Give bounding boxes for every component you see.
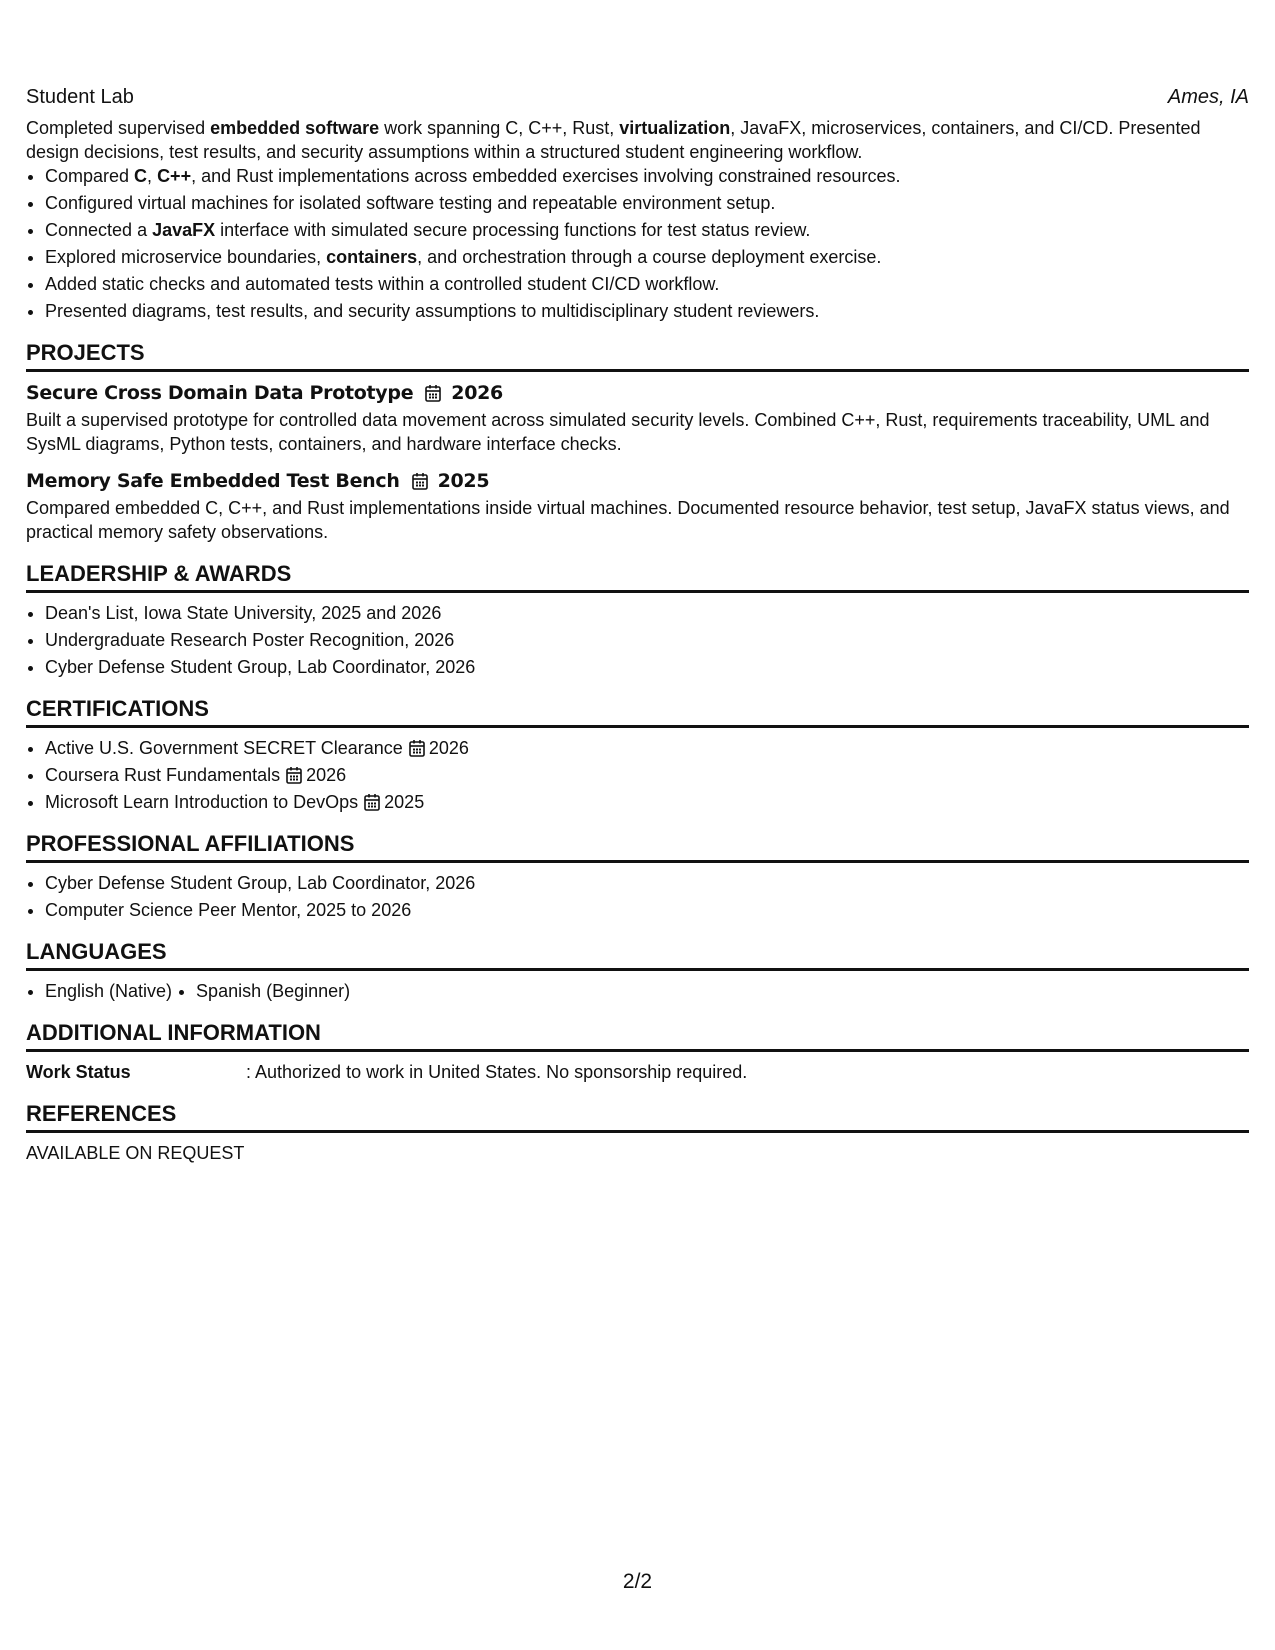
affiliations-list bbox=[26, 871, 1249, 922]
affiliation-item: • Computer Science Peer Mentor, 2025 to 2026 bbox=[45, 898, 1249, 922]
calendar-icon bbox=[425, 384, 441, 402]
certifications-list bbox=[26, 736, 1249, 814]
project-year: 2025 bbox=[437, 470, 490, 492]
experience-bullet: • Added static checks and automated tests within a controlled student CI/CD workflow. bbox=[45, 272, 1249, 296]
languages-list bbox=[26, 979, 1249, 1003]
project-description: Compared embedded C, C++, and Rust implementations inside virtual machines. Documented resource behavior, test setup, JavaFX status views, and practical memory safety observations. bbox=[26, 498, 1230, 542]
experience-bullets bbox=[26, 164, 1249, 323]
certification-year: 2026 bbox=[306, 765, 347, 785]
references-text: AVAILABLE ON REQUEST bbox=[26, 1143, 245, 1163]
certifications-heading: CERTIFICATIONS bbox=[26, 695, 1249, 728]
work-status-label: Work Status bbox=[26, 1062, 131, 1082]
certification-item bbox=[45, 736, 1249, 760]
language-item: • English (Native) bbox=[45, 979, 172, 1003]
certification-year: 2025 bbox=[384, 792, 425, 812]
experience-bullet: • Connected a JavaFX interface with simulated secure processing functions for test status review. bbox=[45, 218, 1249, 242]
project-year: 2026 bbox=[451, 382, 503, 404]
experience-bullet: • Explored microservice boundaries, containers, and orchestration through a course deployment exercise. bbox=[45, 245, 1249, 269]
project-description: Built a supervised prototype for controlled data movement across simulated security levels. Combined C++, Rust, requirements traceability, UML and SysML diagrams, Python tests, containers, and hardware interface checks. bbox=[26, 410, 1210, 454]
certification-item bbox=[45, 763, 1249, 787]
language-item: • Spanish (Beginner) bbox=[196, 979, 350, 1003]
work-status-row bbox=[26, 1060, 1249, 1084]
experience-bullet: • Compared C, C++, and Rust implementations across embedded exercises involving constrained resources. bbox=[45, 164, 1249, 188]
project-title-row bbox=[26, 468, 1249, 494]
calendar-icon bbox=[409, 739, 425, 757]
certification-year: 2026 bbox=[428, 738, 469, 758]
experience-location: Ames, IA bbox=[1167, 86, 1249, 108]
certification-name: Active U.S. Government SECRET Clearance bbox=[45, 738, 403, 758]
calendar-icon bbox=[286, 766, 302, 784]
calendar-icon bbox=[412, 472, 428, 490]
project-title: Secure Cross Domain Data Prototype bbox=[26, 382, 414, 404]
references-heading: REFERENCES bbox=[26, 1100, 1249, 1133]
experience-header bbox=[26, 84, 1249, 110]
award-item: • Undergraduate Research Poster Recognition, 2026 bbox=[45, 628, 1249, 652]
work-status-value: : Authorized to work in United States. No sponsorship required. bbox=[246, 1062, 748, 1082]
certification-name: Coursera Rust Fundamentals bbox=[45, 765, 281, 785]
projects-heading: PROJECTS bbox=[26, 339, 1249, 372]
experience-org: Student Lab bbox=[26, 86, 134, 108]
awards-heading: LEADERSHIP & AWARDS bbox=[26, 560, 1249, 593]
experience-bullet: • Configured virtual machines for isolated software testing and repeatable environment setup. bbox=[45, 191, 1249, 215]
award-item: • Dean's List, Iowa State University, 2025 and 2026 bbox=[45, 601, 1249, 625]
project-title-row bbox=[26, 380, 1249, 406]
additional-heading: ADDITIONAL INFORMATION bbox=[26, 1019, 1249, 1052]
project-title: Memory Safe Embedded Test Bench bbox=[26, 470, 400, 492]
experience-bullet: • Presented diagrams, test results, and security assumptions to multidisciplinary student reviewers. bbox=[45, 299, 1249, 323]
project-item bbox=[26, 468, 1249, 544]
calendar-icon bbox=[364, 793, 380, 811]
award-item: • Cyber Defense Student Group, Lab Coordinator, 2026 bbox=[45, 655, 1249, 679]
affiliation-item: • Cyber Defense Student Group, Lab Coordinator, 2026 bbox=[45, 871, 1249, 895]
awards-list bbox=[26, 601, 1249, 679]
languages-heading: LANGUAGES bbox=[26, 938, 1249, 971]
project-item bbox=[26, 380, 1249, 456]
page-number: 2/2 bbox=[622, 1570, 653, 1593]
affiliations-heading: PROFESSIONAL AFFILIATIONS bbox=[26, 830, 1249, 863]
experience-summary: Completed supervised embedded software work spanning C, C++, Rust, virtualization, JavaFX, microservices, containers, and CI/CD. Presented design decisions, test results, and security assumptions within a structured student engineering workflow. bbox=[26, 118, 1201, 162]
certification-item bbox=[45, 790, 1249, 814]
certification-name: Microsoft Learn Introduction to DevOps bbox=[45, 792, 359, 812]
